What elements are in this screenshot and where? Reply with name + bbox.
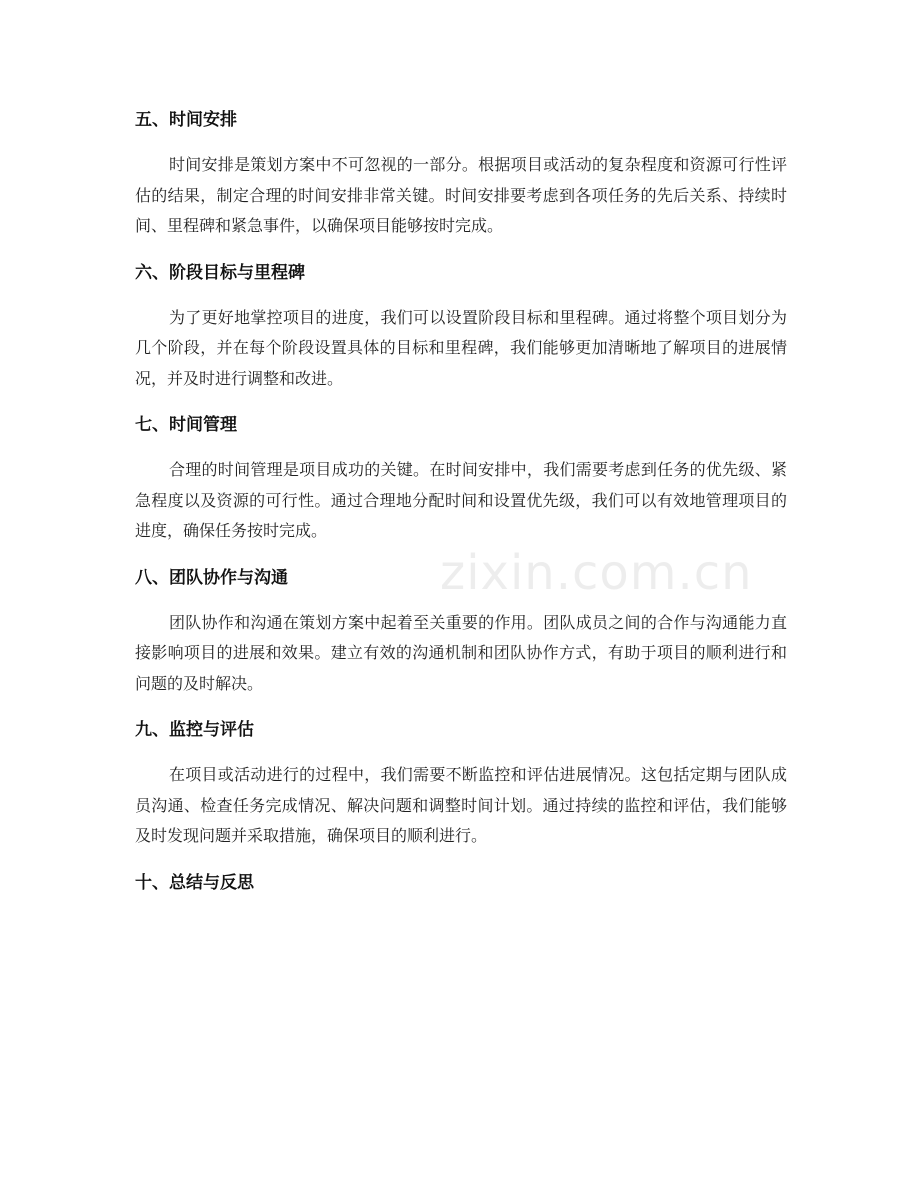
section-heading: 六、阶段目标与里程碑: [135, 262, 305, 283]
section-paragraph: 合理的时间管理是项目成功的关键。在时间安排中，我们需要考虑到任务的优先级、紧急程度以及资源的可行性。通过合理地分配时间和设置优先级，我们可以有效地管理项目的进度，确保任务按时完成。: [135, 460, 787, 540]
document-content: [135, 106, 787, 897]
section-paragraph: 团队协作和沟通在策划方案中起着至关重要的作用。团队成员之间的合作与沟通能力直接影响项目的进展和效果。建立有效的沟通机制和团队协作方式，有助于项目的顺利进行和问题的及时解决。: [135, 612, 787, 693]
section-heading: 七、时间管理: [135, 415, 237, 435]
section-heading: 八、团队协作与沟通: [135, 567, 288, 588]
section-paragraph: 为了更好地掌控项目的进度，我们可以设置阶段目标和里程碑。通过将整个项目划分为几个阶段，并在每个阶段设置具体的目标和里程碑，我们能够更加清晰地了解项目的进展情况，并及时进行调整和改进。: [135, 307, 787, 388]
section-paragraph: 在项目或活动进行的过程中，我们需要不断监控和评估进展情况。这包括定期与团队成员沟通、检查任务完成情况、解决问题和调整时间计划。通过持续的监控和评估，我们能够及时发现问题并采取措施，确保项目的顺利进行。: [135, 765, 787, 845]
section-monitoring: [135, 716, 787, 852]
section-paragraph: 时间安排是策划方案中不可忽视的一部分。根据项目或活动的复杂程度和资源可行性评估的结果，制定合理的时间安排非常关键。时间安排要考虑到各项任务的先后关系、持续时间、里程碑和紧急事件，以确保项目能够按时完成。: [135, 155, 787, 235]
section-time-schedule: [135, 106, 787, 242]
watermark: zixin.com.cn: [440, 545, 753, 601]
section-team-communication: [135, 564, 787, 700]
section-heading: 五、时间安排: [135, 110, 237, 130]
section-summary: [135, 869, 787, 897]
section-time-management: [135, 411, 787, 547]
section-milestones: [135, 259, 787, 395]
section-heading: 九、监控与评估: [135, 720, 254, 740]
section-heading: 十、总结与反思: [135, 872, 254, 893]
